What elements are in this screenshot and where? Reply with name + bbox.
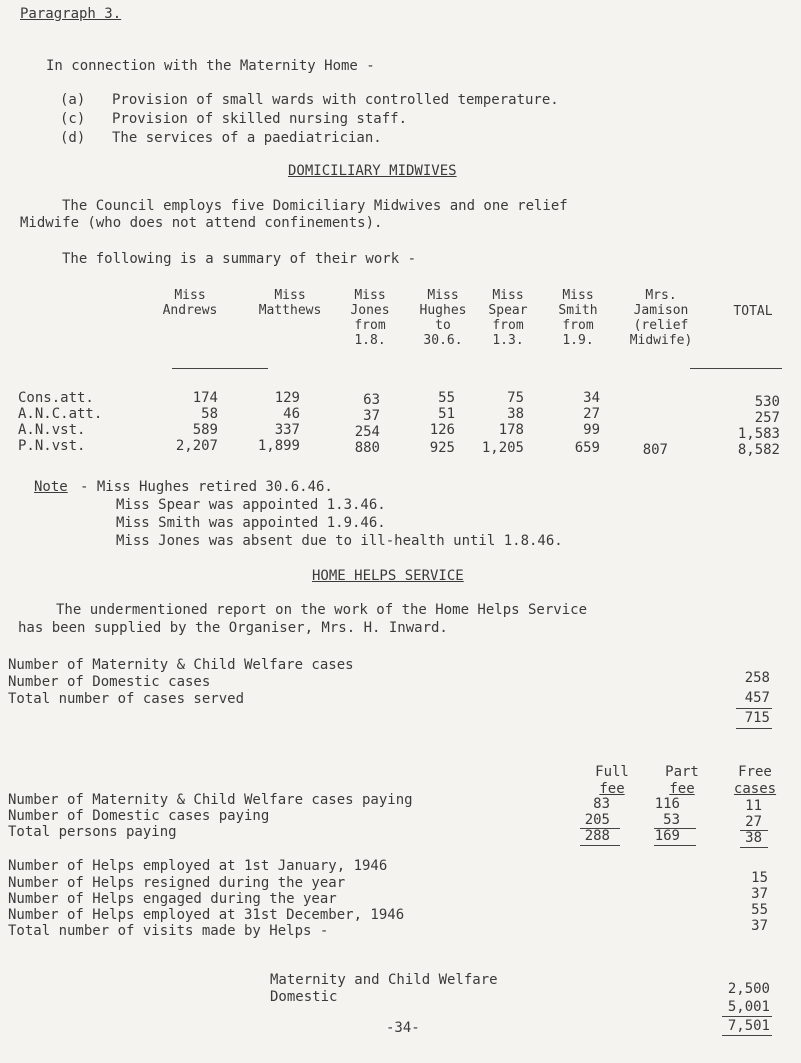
table-cell: 27 — [583, 406, 600, 422]
case-label: Total number of cases served — [8, 691, 245, 707]
row-label-pnvst: P.N.vst. — [18, 438, 86, 454]
row-label-cons: Cons.att. — [18, 390, 94, 406]
helps-label: Total number of visits made by Helps - — [8, 923, 329, 939]
table-cell: 51 — [438, 406, 455, 422]
table-cell: 37 — [363, 408, 380, 424]
paying-label: Number of Maternity & Child Welfare cases paying — [8, 792, 413, 808]
helps-value: 37 — [751, 886, 768, 902]
paying-cell: 11 — [745, 798, 762, 814]
paying-total: 288 — [584, 828, 610, 844]
midwives-title: DOMICILIARY MIDWIVES — [288, 163, 457, 179]
paying-label: Total persons paying — [8, 824, 177, 840]
helps-label: Number of Helps employed at 1st January, 1946 — [8, 858, 388, 874]
page-number: -34- — [386, 1020, 420, 1036]
helps-value: 55 — [751, 902, 768, 918]
case-total: 715 — [744, 710, 770, 726]
maternity-home-intro: In connection with the Maternity Home - — [46, 58, 375, 74]
helps-label: Number of Helps engaged during the year — [8, 891, 337, 907]
case-value: 457 — [744, 690, 770, 706]
table-cell: 254 — [354, 424, 380, 440]
home-helps-para-line2: has been supplied by the Organiser, Mrs. H. Inward. — [18, 620, 448, 636]
note-line: Miss Smith was appointed 1.9.46. — [116, 515, 386, 531]
header-smith: Miss Smith from 1.9. — [558, 288, 598, 348]
header-andrews: Miss Andrews — [162, 288, 218, 318]
paying-cell: 116 — [654, 796, 680, 812]
row-label-anc: A.N.C.att. — [18, 406, 103, 422]
fee-header-free: Free cases — [733, 764, 777, 797]
note-line: Miss Spear was appointed 1.3.46. — [116, 497, 386, 513]
table-cell: 46 — [283, 406, 300, 422]
case-label: Number of Domestic cases — [8, 674, 211, 690]
header-hughes: Miss Hughes to 30.6. — [419, 288, 467, 348]
header-jones: Miss Jones from 1.8. — [350, 288, 390, 348]
provision-label-d: (d) — [60, 130, 86, 146]
table-cell: 589 — [192, 422, 218, 438]
sum-rule — [722, 1035, 772, 1036]
visits-total: 7,501 — [727, 1018, 770, 1034]
note-label: Note — [34, 479, 68, 495]
summary-intro: The following is a summary of their work - — [62, 251, 417, 267]
home-helps-para-line1: The undermentioned report on the work of the Home Helps Service — [56, 602, 588, 618]
table-cell: 34 — [583, 390, 600, 406]
header-jamison: Mrs. Jamison (relief Midwife) — [629, 288, 693, 348]
sum-rule — [654, 845, 696, 846]
paying-cell: 205 — [584, 812, 610, 828]
header-rule-right — [690, 368, 782, 369]
visits-label: Maternity and Child Welfare — [270, 972, 498, 988]
provision-text-a: Provision of small wards with controlled temperature. — [112, 92, 559, 108]
paying-cell: 27 — [745, 814, 762, 830]
table-cell: 99 — [583, 422, 600, 438]
sum-rule — [740, 847, 768, 848]
fee-header-part: Part fee — [665, 764, 699, 797]
table-cell: 925 — [429, 440, 455, 456]
sum-rule — [736, 708, 772, 709]
provision-text-c: Provision of skilled nursing staff. — [112, 111, 408, 127]
paying-label: Number of Domestic cases paying — [8, 808, 270, 824]
header-matthews: Miss Matthews — [258, 288, 322, 318]
sum-rule — [722, 1016, 772, 1017]
table-cell-total: 257 — [754, 410, 780, 426]
case-value: 258 — [744, 670, 770, 686]
table-cell: 2,207 — [175, 438, 218, 454]
paying-cell: 53 — [663, 812, 680, 828]
table-cell: 126 — [429, 422, 455, 438]
midwives-para-line2: Midwife (who does not attend confinements). — [20, 215, 383, 231]
table-cell: 63 — [363, 392, 380, 408]
row-label-anvst: A.N.vst. — [18, 422, 86, 438]
table-cell: 55 — [438, 390, 455, 406]
table-cell: 807 — [642, 442, 668, 458]
table-cell: 174 — [192, 390, 218, 406]
table-cell: 1,899 — [257, 438, 300, 454]
paying-cell: 83 — [593, 796, 610, 812]
visits-value: 2,500 — [727, 981, 770, 997]
provision-label-c: (c) — [60, 111, 86, 127]
table-cell: 880 — [354, 440, 380, 456]
home-helps-title: HOME HELPS SERVICE — [312, 568, 464, 584]
paying-total: 38 — [745, 830, 762, 846]
table-cell: 659 — [574, 440, 600, 456]
helps-label: Number of Helps employed at 31st December, 1946 — [8, 907, 405, 923]
sum-rule — [736, 728, 772, 729]
sum-rule — [580, 845, 620, 846]
header-rule-left — [172, 368, 268, 369]
note-line: Miss Jones was absent due to ill-health until 1.8.46. — [116, 533, 563, 549]
table-cell: 1,205 — [481, 440, 524, 456]
visits-value: 5,001 — [727, 999, 770, 1015]
note-line: - Miss Hughes retired 30.6.46. — [80, 479, 333, 495]
case-label: Number of Maternity & Child Welfare cases — [8, 657, 354, 673]
header-spear: Miss Spear from 1.3. — [488, 288, 528, 348]
helps-label: Number of Helps resigned during the year — [8, 875, 346, 891]
table-cell: 58 — [201, 406, 218, 422]
provision-text-d: The services of a paediatrician. — [112, 130, 382, 146]
table-cell: 337 — [274, 422, 300, 438]
visits-label: Domestic — [270, 989, 338, 1005]
helps-value: 37 — [751, 918, 768, 934]
table-cell: 38 — [507, 406, 524, 422]
table-cell: 129 — [274, 390, 300, 406]
table-cell-total: 1,583 — [737, 426, 780, 442]
fee-header-full: Full fee — [595, 764, 629, 797]
table-cell: 178 — [498, 422, 524, 438]
header-total: TOTAL — [733, 304, 773, 319]
table-cell-total: 8,582 — [737, 442, 780, 458]
table-cell: 75 — [507, 390, 524, 406]
table-cell-total: 530 — [754, 394, 780, 410]
paying-total: 169 — [654, 828, 680, 844]
paragraph-heading: Paragraph 3. — [20, 6, 122, 22]
provision-label-a: (a) — [60, 92, 86, 108]
helps-value: 15 — [751, 870, 768, 886]
midwives-para-line1: The Council employs five Domiciliary Midwives and one relief — [62, 198, 568, 214]
